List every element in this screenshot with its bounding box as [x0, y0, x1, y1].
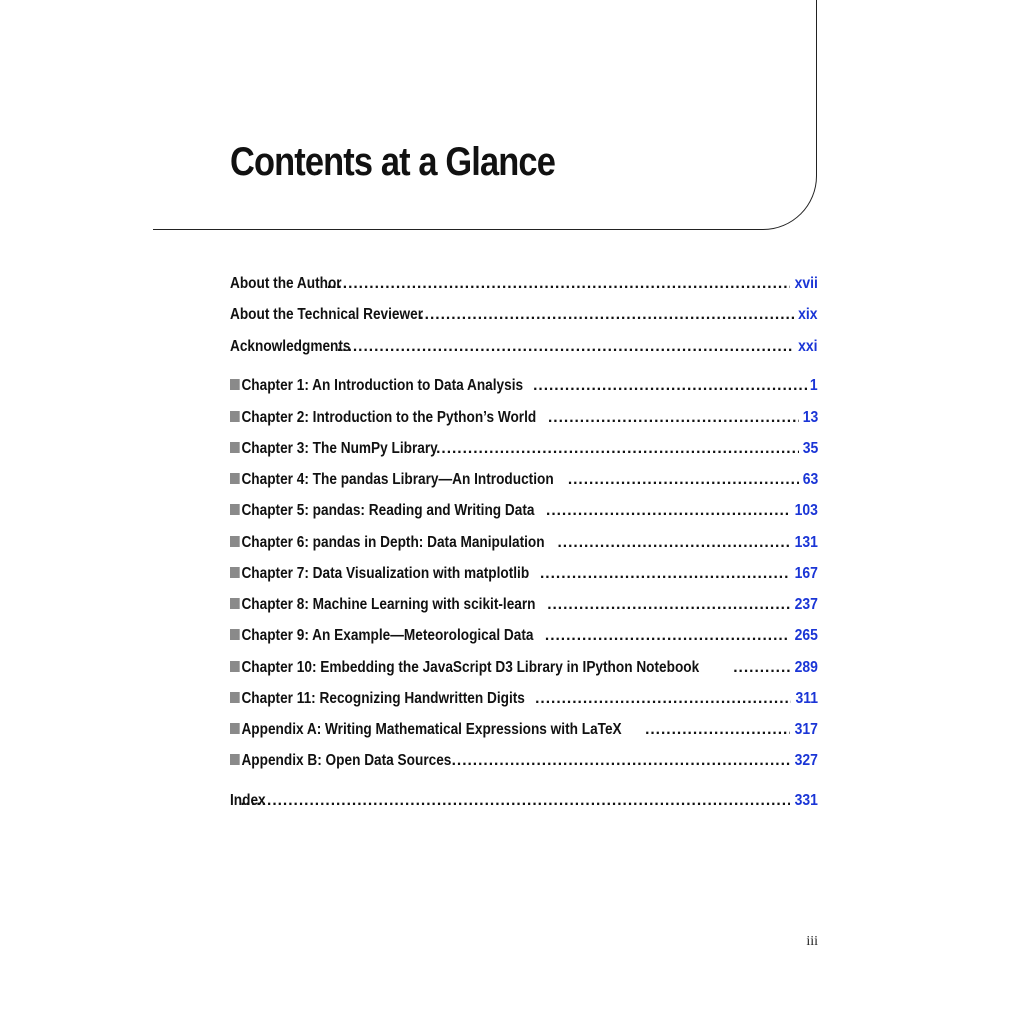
dot-leader: [547, 594, 790, 616]
toc-entry-label: Chapter 6: pandas in Depth: Data Manipulation: [241, 534, 545, 551]
toc-entry-chapter-5[interactable]: [230, 500, 818, 522]
dot-leader: [548, 407, 799, 429]
dot-leader: [645, 719, 790, 741]
square-bullet-icon: [230, 411, 240, 422]
toc-entry-label: Index: [230, 792, 266, 809]
toc-entry-front-0[interactable]: [230, 273, 818, 295]
square-bullet-icon: [230, 629, 240, 640]
toc-entry-label: About the Technical Reviewer: [230, 306, 424, 323]
dot-leader: [452, 750, 791, 772]
dot-leader: [535, 688, 791, 710]
toc-entry-page: 13: [802, 409, 818, 426]
toc-entry-page: 63: [802, 471, 818, 488]
toc-entry-label: About the Author: [230, 275, 342, 292]
dot-leader: [419, 304, 794, 326]
toc-entry-page: 317: [794, 721, 818, 738]
dot-leader: [540, 563, 790, 585]
toc-entry-chapter-9[interactable]: [230, 625, 818, 647]
toc-entry-label: Appendix A: Writing Mathematical Expressions with LaTeX: [241, 721, 622, 738]
page-folio: iii: [806, 934, 818, 949]
toc-entry-front-2[interactable]: [230, 336, 818, 358]
toc-entry-label: Chapter 3: The NumPy Library: [241, 440, 438, 457]
dot-leader: [337, 336, 794, 358]
toc-entry-page: 265: [794, 627, 818, 644]
square-bullet-icon: [230, 723, 240, 734]
toc-entry-chapter-7[interactable]: [230, 563, 818, 585]
dot-leader: [568, 469, 799, 491]
toc-entry-chapter-1[interactable]: [230, 375, 818, 397]
dot-leader: [557, 532, 790, 554]
toc-entry-label: Chapter 8: Machine Learning with scikit-learn: [241, 596, 536, 613]
toc-entry-page: 331: [794, 792, 818, 809]
toc-entry-label: Chapter 11: Recognizing Handwritten Digits: [241, 690, 525, 707]
toc-entry-page: xxi: [798, 338, 818, 355]
square-bullet-icon: [230, 598, 240, 609]
dot-leader: [240, 790, 790, 812]
toc-entry-page: 311: [795, 690, 818, 707]
toc-entry-page: 327: [794, 752, 818, 769]
toc-entry-front-1[interactable]: [230, 304, 818, 326]
toc-entry-label: Chapter 5: pandas: Reading and Writing Data: [241, 502, 535, 519]
toc-entry-chapter-8[interactable]: [230, 594, 818, 616]
toc-entry-label: Chapter 7: Data Visualization with matplotlib: [241, 565, 530, 582]
toc-entry-page: xvii: [794, 275, 818, 292]
toc-entry-label: Chapter 10: Embedding the JavaScript D3 Library in IPython Notebook: [241, 659, 700, 676]
toc-entry-appendix-a[interactable]: [230, 719, 818, 741]
header-frame: [153, 0, 817, 230]
square-bullet-icon: [230, 754, 240, 765]
toc-entry-chapter-4[interactable]: [230, 469, 818, 491]
toc-entry-index[interactable]: [230, 790, 818, 812]
toc-entry-chapter-3[interactable]: [230, 438, 818, 460]
page-title: Contents at a Glance: [230, 140, 555, 184]
toc-entry-label: Chapter 4: The pandas Library—An Introduction: [241, 471, 554, 488]
square-bullet-icon: [230, 473, 240, 484]
toc-entry-label: Acknowledgments: [230, 338, 351, 355]
toc-entry-label: Chapter 9: An Example—Meteorological Data: [241, 627, 534, 644]
toc-entry-chapter-6[interactable]: [230, 532, 818, 554]
dot-leader: [733, 657, 790, 679]
dot-leader: [533, 375, 807, 397]
toc-entry-page: 35: [802, 440, 818, 457]
square-bullet-icon: [230, 692, 240, 703]
toc-entry-page: 1: [810, 377, 818, 394]
square-bullet-icon: [230, 661, 240, 672]
toc-entry-page: 237: [794, 596, 818, 613]
toc-entry-page: xix: [798, 306, 818, 323]
square-bullet-icon: [230, 567, 240, 578]
toc-entry-label: Appendix B: Open Data Sources: [241, 752, 452, 769]
dot-leader: [327, 273, 790, 295]
toc-entry-chapter-10[interactable]: [230, 657, 818, 679]
toc-entry-page: 167: [794, 565, 818, 582]
dot-leader: [545, 625, 790, 647]
square-bullet-icon: [230, 536, 240, 547]
square-bullet-icon: [230, 442, 240, 453]
toc-entry-page: 289: [794, 659, 818, 676]
toc-entry-page: 103: [794, 502, 818, 519]
toc-entry-page: 131: [794, 534, 818, 551]
dot-leader: [546, 500, 790, 522]
toc-entry-chapter-11[interactable]: [230, 688, 818, 710]
square-bullet-icon: [230, 504, 240, 515]
square-bullet-icon: [230, 379, 240, 390]
toc-entry-label: Chapter 2: Introduction to the Python’s World: [241, 409, 537, 426]
toc-entry-appendix-b[interactable]: [230, 750, 818, 772]
dot-leader: [436, 438, 799, 460]
toc-entry-chapter-2[interactable]: [230, 407, 818, 429]
toc-entry-label: Chapter 1: An Introduction to Data Analysis: [241, 377, 524, 394]
